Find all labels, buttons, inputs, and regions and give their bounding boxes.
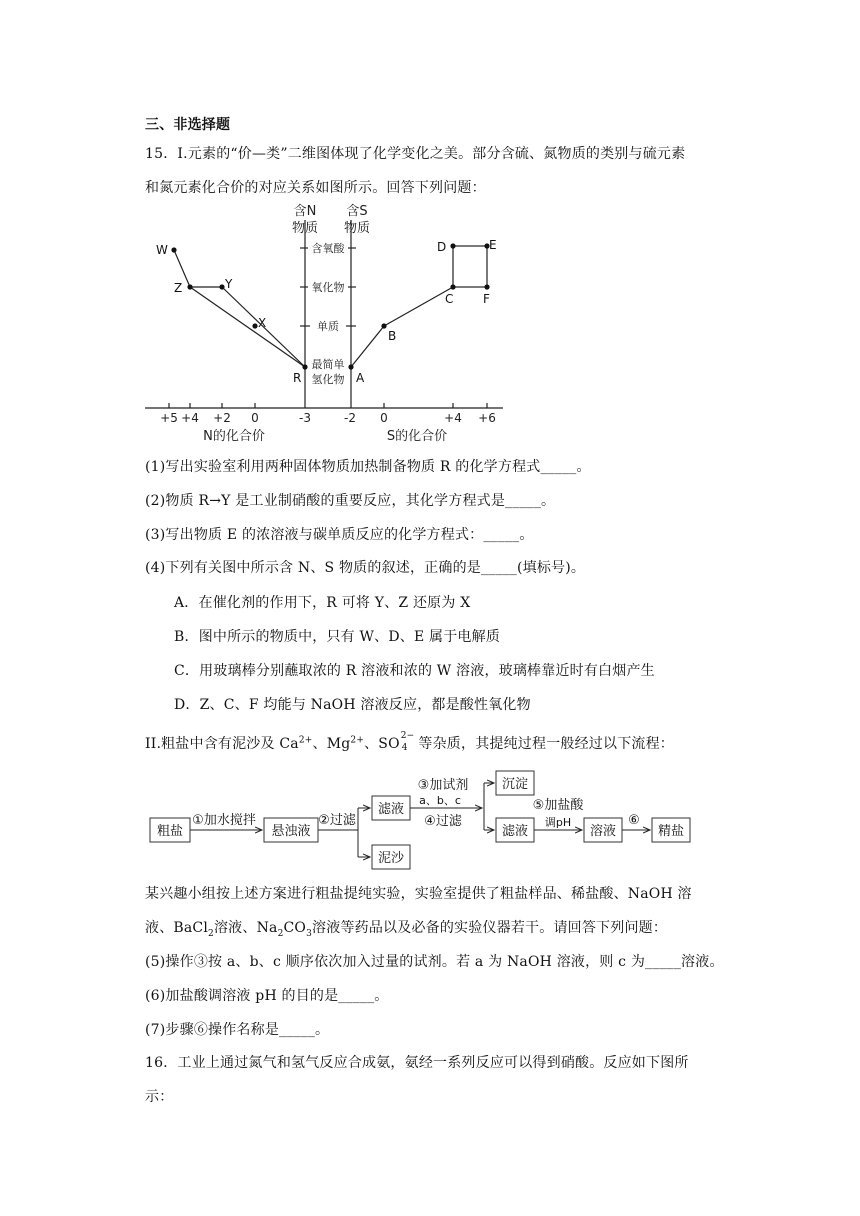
step5-ph: 调pH bbox=[544, 816, 572, 829]
label-r: R bbox=[293, 371, 302, 385]
q15-part5: (5)操作③按 a、b、c 顺序依次加入过量的试剂。若 a 为 NaOH 溶液，则 c 为_____溶液。 bbox=[145, 954, 724, 970]
s-tick-minus2: -2 bbox=[344, 411, 356, 425]
n-tick-0: 0 bbox=[251, 411, 259, 425]
col-s-line2: 物质 bbox=[343, 221, 371, 236]
step5-label: ⑤加盐酸 bbox=[532, 798, 584, 813]
point-x bbox=[252, 323, 257, 328]
q15-part4: (4)下列有关图中所示含 N、S 物质的叙述，正确的是_____(填标号)。 bbox=[145, 560, 586, 576]
s-tick-plus6: +6 bbox=[478, 411, 496, 425]
q15-part7: (7)步骤⑥操作名称是_____。 bbox=[145, 1022, 330, 1038]
label-crude-salt: 粗盐 bbox=[156, 824, 184, 839]
q16-line1: 16．工业上通过氮气和氢气反应合成氨，氨经一系列反应可以得到硝酸。反应如下图所 bbox=[145, 1055, 689, 1071]
step3-reagents: a、b、c bbox=[419, 794, 461, 807]
q16-line2: 示： bbox=[145, 1089, 174, 1105]
option-c: C．用玻璃棒分别蘸取浓的 R 溶液和浓的 W 溶液，玻璃棒靠近时有白烟产生 bbox=[174, 663, 655, 679]
cat-element: 单质 bbox=[317, 320, 339, 333]
z-r-line bbox=[190, 287, 305, 367]
label-e: E bbox=[489, 238, 497, 252]
label-z: Z bbox=[174, 281, 183, 295]
point-y bbox=[219, 284, 224, 289]
step1-label: ①加水搅拌 bbox=[192, 813, 256, 828]
step6-label: ⑥ bbox=[628, 813, 640, 828]
salt-purification-flow bbox=[145, 767, 705, 873]
label-refined-salt: 精盐 bbox=[657, 824, 685, 839]
point-z bbox=[187, 284, 192, 289]
label-a: A bbox=[356, 371, 365, 385]
q15-part2: (2)物质 R→Y 是工业制硝酸的重要反应，其化学方程式是_____。 bbox=[145, 493, 556, 509]
s-tick-0: 0 bbox=[380, 411, 388, 425]
n-tick-plus5: +5 bbox=[160, 411, 178, 425]
label-precipitate: 沉淀 bbox=[501, 777, 529, 792]
option-b: B．图中所示的物质中，只有 W、D、E 属于电解质 bbox=[174, 629, 501, 645]
d-e-c-f-box bbox=[453, 246, 487, 287]
label-solution: 溶液 bbox=[589, 824, 617, 839]
q15-part3: (3)写出物质 E 的浓溶液与碳单质反应的化学方程式：_____。 bbox=[145, 527, 534, 543]
col-s-line1: 含S bbox=[346, 204, 368, 219]
label-b: B bbox=[388, 329, 397, 343]
label-w: W bbox=[156, 243, 168, 257]
part2-paragraph-line2: 液、BaCl$_2$溶液、$Na_2CO_3$溶液等药品以及必备的实验仪器若干。请回答下列问题： bbox=[145, 920, 668, 939]
label-sand: 泥沙 bbox=[377, 851, 405, 866]
label-filtrate2: 滤液 bbox=[501, 824, 529, 839]
step2-label: ②过滤 bbox=[318, 813, 356, 828]
col-n-line1: 含N bbox=[293, 204, 317, 219]
s-axis-label: S的化合价 bbox=[386, 429, 448, 444]
q15-intro-line2: 和氮元素化合价的对应关系如图所示。回答下列问题： bbox=[145, 180, 486, 196]
label-x: X bbox=[258, 316, 267, 330]
s-tick-plus4: +4 bbox=[444, 411, 462, 425]
point-r bbox=[302, 364, 307, 369]
label-y: Y bbox=[225, 277, 233, 291]
n-tick-plus4: +4 bbox=[181, 411, 199, 425]
n-axis-label: N的化合价 bbox=[203, 429, 265, 444]
cat-hydride-line2: 氢化物 bbox=[311, 373, 345, 386]
col-n-line2: 物质 bbox=[291, 221, 319, 236]
option-a: A．在催化剂的作用下，R 可将 Y、Z 还原为 X bbox=[174, 595, 471, 611]
valence-class-diagram bbox=[140, 198, 520, 448]
a-b-line bbox=[351, 326, 384, 367]
q15-part6: (6)加盐酸调溶液 pH 的目的是_____。 bbox=[145, 988, 389, 1004]
label-f: F bbox=[483, 292, 490, 306]
n-tick-plus2: +2 bbox=[213, 411, 231, 425]
point-b bbox=[381, 323, 386, 328]
cat-oxide: 氧化物 bbox=[311, 281, 345, 294]
label-filtrate: 滤液 bbox=[377, 802, 405, 817]
cat-oxyacid: 含氧酸 bbox=[311, 242, 345, 255]
point-w bbox=[171, 247, 176, 252]
point-d bbox=[450, 243, 455, 248]
n-tick-minus3: -3 bbox=[299, 411, 311, 425]
part2-intro: II.粗盐中含有泥沙及 $Ca^{2+}$、$Mg^{2+}$、SO 2− 4 等杂质，其提纯过程一般经过以下流程： bbox=[145, 731, 674, 753]
section-title: 三、非选择题 bbox=[145, 117, 231, 133]
step3-label: ③加试剂 bbox=[417, 778, 469, 793]
part2-paragraph-line1: 某兴趣小组按上述方案进行粗盐提纯实验，实验室提供了粗盐样品、稀盐酸、NaOH 溶 bbox=[145, 886, 692, 902]
label-suspension: 悬浊液 bbox=[271, 824, 311, 839]
point-a bbox=[348, 364, 353, 369]
cat-hydride-line1: 最简单 bbox=[311, 358, 345, 371]
b-c-line bbox=[384, 287, 453, 326]
step4-label: ④过滤 bbox=[424, 814, 462, 829]
q15-intro-line1: 15．I.元素的“价—类”二维图体现了化学变化之美。部分含硫、氮物质的类别与硫元素 bbox=[145, 146, 686, 162]
option-d: D．Z、C、F 均能与 NaOH 溶液反应，都是酸性氧化物 bbox=[174, 697, 531, 713]
label-d: D bbox=[437, 240, 447, 254]
point-c bbox=[450, 284, 455, 289]
point-f bbox=[484, 284, 489, 289]
q15-part1: (1)写出实验室利用两种固体物质加热制备物质 R 的化学方程式_____。 bbox=[145, 459, 591, 475]
label-c: C bbox=[445, 292, 454, 306]
